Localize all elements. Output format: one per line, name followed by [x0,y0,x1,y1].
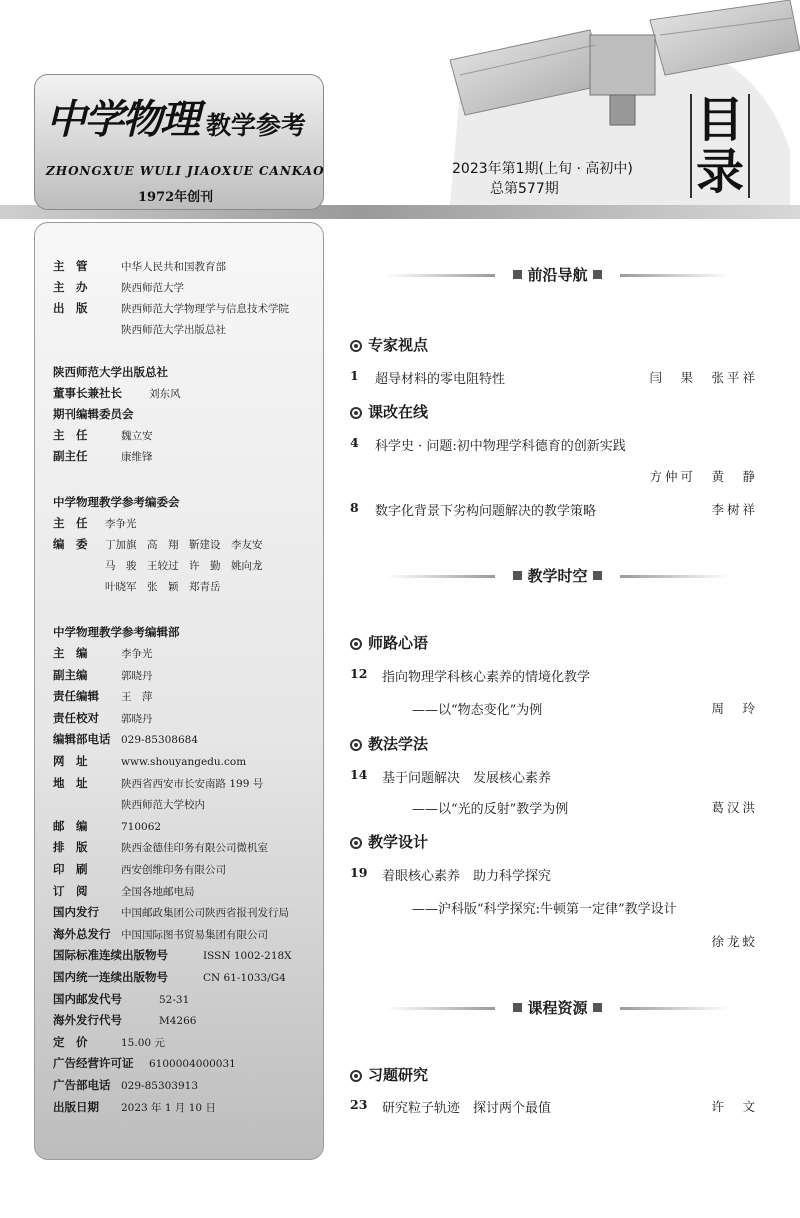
masthead-row [53,667,153,684]
masthead-label: 出 版 [53,301,88,315]
square-bullet-icon [593,1003,602,1012]
article-page-number: 8 [350,500,359,515]
masthead-row [53,1055,236,1072]
masthead-group-title: 期刊编辑委员会 [53,407,134,421]
square-bullet-icon [513,1003,522,1012]
masthead-row [53,883,195,900]
masthead-label: 国内统一连续出版物号 [53,970,168,984]
masthead-row [53,578,221,595]
masthead-row [53,731,198,748]
masthead-row [53,645,153,662]
founded-year: 1972年创刊 [138,190,214,205]
masthead-label: 主 任 [53,516,88,530]
masthead-label: 副主编 [53,667,88,682]
masthead-value: ISSN 1002-218X [203,950,292,963]
masthead-value: 中国邮政集团公司陕西省报刊发行局 [121,907,289,920]
masthead-value: M4266 [159,1015,197,1028]
column-title: 专家视点 [368,336,429,354]
masthead-value: 西安创维印务有限公司 [121,864,226,876]
masthead-group-title: 中学物理教学参考编辑部 [53,625,180,639]
masthead-value: 丁加旗 高 翔 靳建设 李友安 [105,539,263,551]
masthead-value: 刘东风 [149,388,181,400]
masthead-value: 陕西金德佳印务有限公司微机室 [121,842,268,855]
masthead-value: CN 61-1033/G4 [203,972,286,984]
masthead-group-title: 陕西师范大学出版总社 [53,365,168,379]
masthead-value: 李争光 [105,518,137,530]
masthead-row [53,448,153,465]
column-title: 教学设计 [368,833,429,851]
masthead-row [53,775,263,792]
masthead-label: 地 址 [53,775,88,790]
masthead-row [53,818,161,835]
masthead-value: 2023 年 1 月 10 日 [121,1101,216,1114]
masthead-label: 印 刷 [53,862,88,876]
masthead-row [53,536,263,553]
article-page-number: 4 [350,435,359,450]
column-header [350,334,428,355]
article-title[interactable]: 基于问题解决 发展核心素养 [382,771,552,786]
article-page-number: 14 [350,767,368,782]
article-title[interactable]: 数字化背景下劣构问题解决的教学策略 [375,504,597,519]
masthead-label: 主 办 [53,280,88,294]
masthead-value: 叶晓军 张 颖 郑青岳 [105,581,221,593]
square-bullet-icon [513,270,522,279]
article-title[interactable]: 科学史 · 问题:初中物理学科德育的创新实践 [375,439,626,454]
masthead-label: 主 任 [53,428,88,442]
masthead-value: 马 骏 王较过 许 勤 姚向龙 [105,560,263,572]
journal-logo-title: 中学物理 [46,96,198,143]
section-header [385,565,730,587]
column-title: 师路心语 [368,634,429,652]
masthead-row [53,1034,165,1051]
target-icon [350,638,362,650]
masthead-label: 董事长兼社长 [53,386,122,400]
masthead-value: 郭晓丹 [121,669,153,682]
masthead-label: 网 址 [53,754,88,768]
column-title: 习题研究 [368,1066,429,1084]
masthead-value: 王 萍 [121,691,153,704]
article-author: 徐龙蛟 [711,934,758,949]
masthead-label: 订 阅 [53,883,88,898]
masthead-row [53,321,226,338]
masthead-row [53,557,263,574]
masthead-row [53,969,286,986]
article-title[interactable]: 超导材料的零电阻特性 [375,372,506,387]
masthead-row [53,904,289,921]
column-header [350,1064,428,1085]
masthead-value: 中国国际图书贸易集团有限公司 [121,928,268,941]
masthead-value: 52-31 [159,993,190,1006]
column-title: 教法学法 [368,735,429,753]
article-author: 周 玲 [711,701,758,716]
target-icon [350,407,362,419]
masthead-label: 邮 编 [53,818,88,833]
section-title: 前沿导航 [527,266,588,284]
masthead-row [53,385,181,402]
masthead-row [53,1012,196,1029]
masthead-row [53,1099,216,1116]
journal-logo-pinyin: ZHONGXUE WULI JIAOXUE CANKAO [46,164,325,178]
masthead-value: 陕西师范大学物理学与信息技术学院 [121,303,289,315]
masthead-value: 陕西师范大学校内 [121,799,205,812]
masthead-row [53,947,292,964]
article-title[interactable]: 指向物理学科核心素养的情境化教学 [382,670,591,685]
masthead-row [53,1077,198,1094]
article-author: 方仲可 黄 静 [649,469,758,484]
masthead-row [53,861,226,878]
article-page-number: 23 [350,1097,368,1112]
masthead-label: 排 版 [53,840,88,855]
masthead-row [53,300,289,317]
article-title[interactable]: 研究粒子轨迹 探讨两个最值 [382,1101,552,1116]
section-title: 课程资源 [527,999,588,1017]
article-subtitle: ——沪科版“科学探究:牛顿第一定律”教学设计 [412,902,677,917]
article-title[interactable]: 着眼核心素养 助力科学探究 [382,869,552,884]
target-icon [350,1070,362,1082]
issue-number: 2023年第1期(上旬 · 高初中) [452,161,633,177]
article-subtitle: ——以“物态变化”为例 [412,703,543,718]
masthead-value: 15.00 元 [121,1036,165,1049]
target-icon [350,837,362,849]
masthead-row [53,515,137,532]
masthead-value: 魏立安 [121,430,153,442]
masthead-label: 编辑部电话 [53,732,111,747]
section-title: 教学时空 [527,567,588,585]
square-bullet-icon [593,571,602,580]
masthead-value: 陕西省西安市长安南路 199 号 [121,777,264,790]
masthead-label: 定 价 [53,1034,88,1049]
masthead-label: 广告部电话 [53,1078,111,1092]
masthead-label: 主 管 [53,259,88,273]
masthead-row [53,991,189,1008]
masthead-row [53,258,226,275]
masthead-value: 710062 [121,820,162,833]
article-subtitle: ——以“光的反射”教学为例 [412,802,569,817]
article-page-number: 1 [350,368,359,383]
contents-title: 目 录 [690,94,750,198]
column-header [350,632,428,653]
masthead-value: 6100004000031 [149,1058,236,1071]
column-header [350,733,428,754]
column-title: 课改在线 [368,403,429,421]
total-issue-number: 总第577期 [490,181,559,197]
column-header [350,831,428,852]
masthead-group-title: 中学物理教学参考编委会 [53,495,180,509]
journal-logo-subtitle: 教学参考 [206,111,307,140]
masthead-value: 029-85303913 [121,1080,199,1092]
masthead-value: 康维锋 [121,451,153,463]
masthead-value: 全国各地邮电局 [121,885,195,898]
article-author: 许 文 [711,1099,758,1114]
masthead-value: 陕西师范大学出版总社 [121,324,226,336]
masthead-row [53,753,246,770]
masthead-value: 陕西师范大学 [121,282,184,294]
masthead-label: 海外发行代号 [53,1013,122,1028]
article-page-number: 12 [350,666,368,681]
section-title-wrap [385,997,730,1018]
masthead-value: www.shouyangedu.com [121,756,247,768]
masthead-label: 海外总发行 [53,926,111,941]
masthead-label: 广告经营许可证 [53,1056,134,1071]
target-icon [350,340,362,352]
section-header [385,264,730,286]
section-header [385,997,730,1019]
target-icon [350,739,362,751]
masthead-row [53,688,153,705]
masthead-row [53,279,184,296]
masthead-label: 国际标准连续出版物号 [53,948,168,963]
masthead-label: 责任编辑 [53,689,99,704]
article-author: 闫 果 张平祥 [649,370,758,385]
masthead-label: 副主任 [53,449,88,463]
square-bullet-icon [593,270,602,279]
masthead-label: 出版日期 [53,1099,99,1114]
masthead-row [53,926,268,943]
masthead-label: 责任校对 [53,710,99,725]
column-header [350,401,428,422]
article-author: 葛汉洪 [711,800,758,815]
section-title-wrap [385,264,730,285]
masthead-label: 编 委 [53,537,88,551]
masthead-value: 029-85308684 [121,734,199,747]
article-author: 李树祥 [711,502,758,517]
masthead-value: 李争光 [121,648,153,660]
square-bullet-icon [513,571,522,580]
masthead-label: 主 编 [53,646,88,660]
section-title-wrap [385,565,730,586]
masthead-label: 国内邮发代号 [53,991,122,1006]
masthead-value: 郭晓丹 [121,712,153,725]
article-page-number: 19 [350,865,368,880]
masthead-row [53,796,205,813]
masthead-row [53,710,153,727]
masthead-value: 中华人民共和国教育部 [121,261,226,273]
masthead-label: 国内发行 [53,905,99,920]
masthead-row [53,427,153,444]
masthead-row [53,839,268,856]
